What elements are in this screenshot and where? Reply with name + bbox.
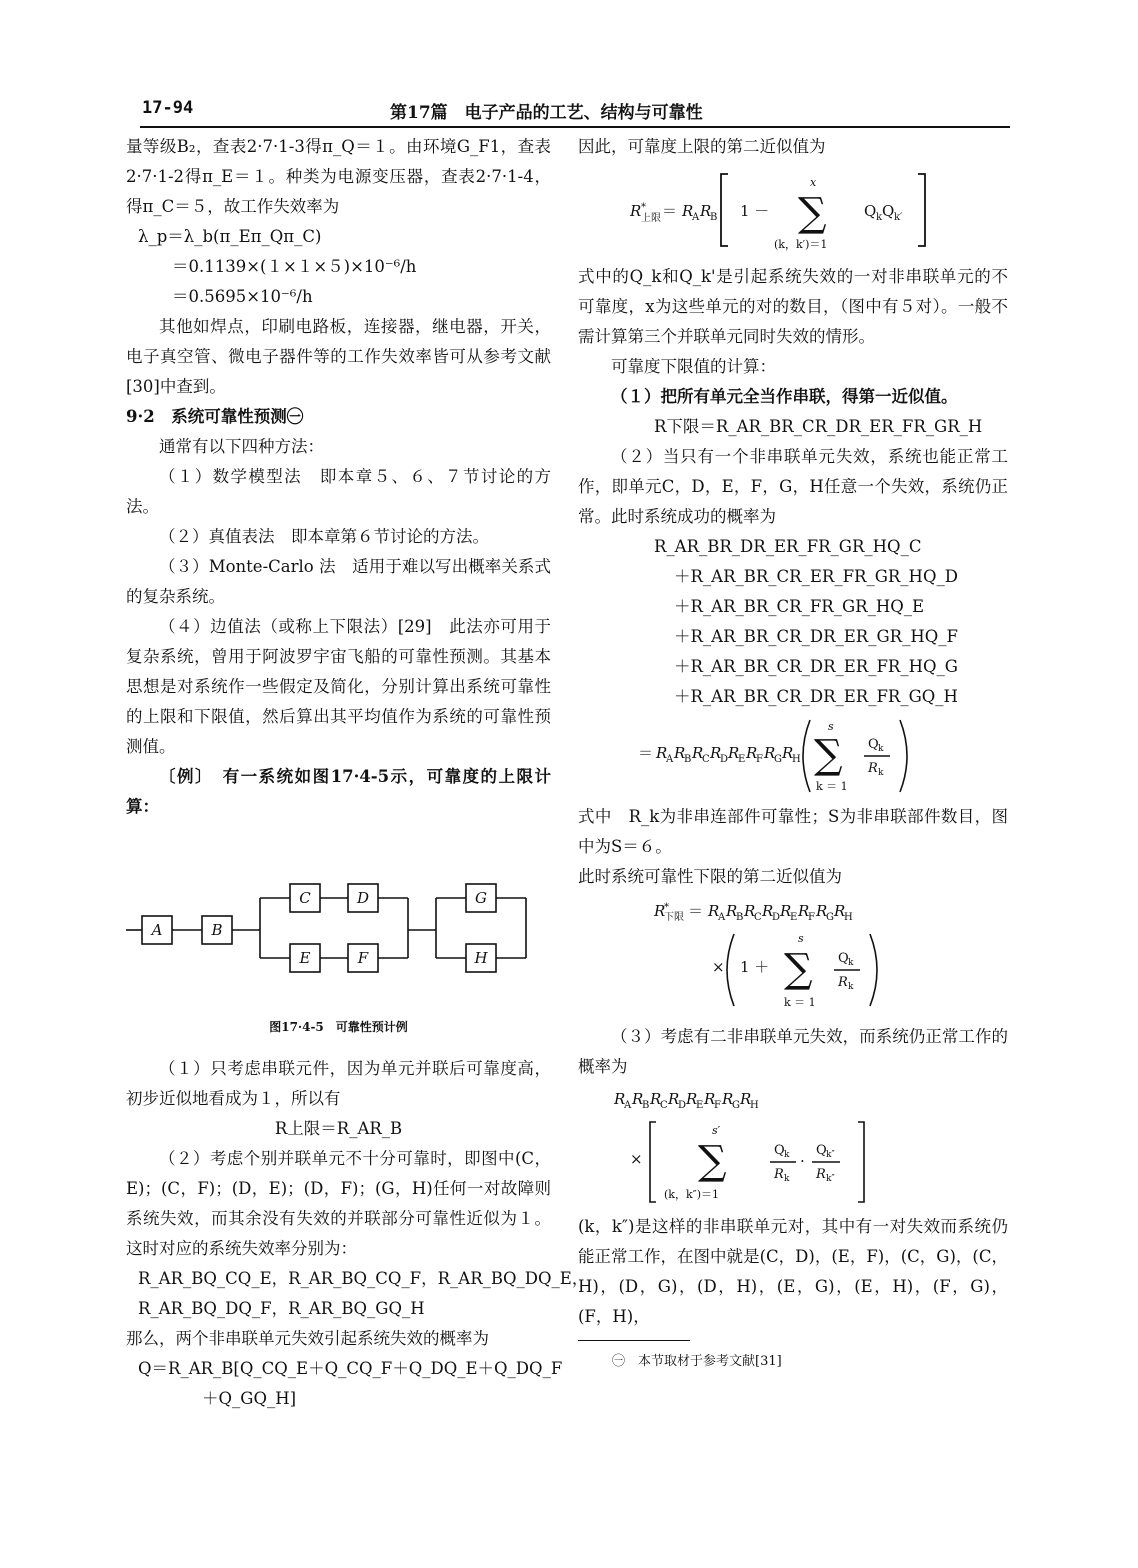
svg-text:k″: k″ xyxy=(826,1150,835,1160)
svg-text:s: s xyxy=(828,720,834,733)
svg-text:s: s xyxy=(798,932,804,945)
sum-line-6: ＋R_AR_BR_CR_DR_ER_FR_GQ_H xyxy=(674,687,958,706)
svg-text:Q: Q xyxy=(864,202,877,220)
sum-line-4: ＋R_AR_BR_CR_DR_ER_GR_HQ_F xyxy=(674,627,958,646)
block-a-label: A xyxy=(151,921,163,939)
svg-text:R: R xyxy=(700,202,712,220)
lower-limit-equation: R下限＝R_AR_BR_CR_DR_ER_FR_GR_H xyxy=(654,417,983,436)
step-1-text: （１）只考虑串联元件，因为单元并联后可靠度高，初步近似地看成为１，所以有 xyxy=(126,1059,551,1108)
two-failure-formula-svg xyxy=(578,1086,1008,1206)
svg-text:R: R xyxy=(668,1090,680,1108)
method-1: （１）数学模型法 即本章５、６、７节讨论的方法。 xyxy=(126,467,551,516)
svg-text:R: R xyxy=(630,202,642,220)
svg-text:A: A xyxy=(624,1100,632,1111)
lower-step-2: （２）当只有一个非串联单元失效，系统也能正常工作，即单元C，D，E，F，G，H任意一个失效，系统仍正常。此时系统成功的概率为 xyxy=(578,447,1008,526)
svg-text:k: k xyxy=(848,982,854,992)
rk-definition: 式中 R_k为非串连部件可靠性；S为非串联部件数目，图中为S＝６。 xyxy=(578,807,1008,856)
svg-text:R: R xyxy=(632,1090,644,1108)
svg-text:R: R xyxy=(774,1167,784,1182)
svg-text:k: k xyxy=(878,744,884,754)
lower-step-3: （３）考虑有二非串联单元失效，而系统仍正常工作的概率为 xyxy=(578,1027,1008,1076)
svg-text:k: k xyxy=(848,958,854,968)
method-3: （３）Monte-Carlo 法 适用于难以写出概率关系式的复杂系统。 xyxy=(126,557,551,606)
svg-text:×: × xyxy=(630,1150,643,1168)
paragraph-environment: 量等级B₂，查表2·7·1-3得π_Q＝１。由环境G_F1，查表2·7·1-2得π_E＝１。种类为电源变压器，查表2·7·1-4，得π_C＝５，故工作失效率为 xyxy=(126,137,551,216)
svg-text:C: C xyxy=(754,912,762,923)
block-d-label: D xyxy=(356,889,370,907)
svg-text:A: A xyxy=(692,212,700,223)
block-f-label: F xyxy=(357,949,369,967)
svg-text:R: R xyxy=(816,902,828,920)
svg-text:B: B xyxy=(710,212,718,223)
footnote-divider xyxy=(578,1340,690,1341)
equation-lambda-step1: ＝0.1139×(１×１×５)×10⁻⁶/h xyxy=(172,257,417,276)
step-3-text: 那么，两个非串联单元失效引起系统失效的概率为 xyxy=(126,1329,489,1348)
svg-text:Q: Q xyxy=(882,202,895,220)
svg-text:R: R xyxy=(728,744,740,762)
svg-text:k ＝ 1: k ＝ 1 xyxy=(784,996,816,1009)
paragraph-methods-intro: 通常有以下四种方法： xyxy=(159,437,324,456)
svg-text:·: · xyxy=(800,1152,805,1170)
block-e-label: E xyxy=(299,949,311,967)
method-2: （２）真值表法 即本章第６节讨论的方法。 xyxy=(159,527,489,546)
block-g-label: G xyxy=(475,889,487,907)
left-column xyxy=(126,132,589,1414)
svg-text:R: R xyxy=(746,744,758,762)
svg-text:R: R xyxy=(834,902,846,920)
svg-text:＝: ＝ xyxy=(638,744,654,762)
svg-text:*: * xyxy=(664,902,669,913)
svg-text:R: R xyxy=(780,902,792,920)
svg-text:k ＝ 1: k ＝ 1 xyxy=(816,780,848,793)
svg-text:E: E xyxy=(738,754,746,765)
svg-text:H: H xyxy=(792,754,801,765)
svg-text:Q: Q xyxy=(868,737,879,752)
svg-text:k: k xyxy=(784,1150,790,1160)
svg-text:Q: Q xyxy=(838,951,849,966)
sum-line-2: ＋R_AR_BR_CR_ER_FR_GR_HQ_D xyxy=(674,567,958,586)
upper-limit-intro: 因此，可靠度上限的第二近似值为 xyxy=(578,137,826,156)
svg-text:R: R xyxy=(838,975,848,990)
section-heading: 9·2 系统可靠性预测㊀ xyxy=(126,407,304,426)
svg-text:R: R xyxy=(682,202,694,220)
svg-text:E: E xyxy=(790,912,798,923)
svg-text:k: k xyxy=(784,1174,790,1184)
block-h-label: H xyxy=(474,949,488,967)
right-column xyxy=(578,132,1008,1390)
svg-text:＝: ＝ xyxy=(662,202,678,220)
svg-text:A: A xyxy=(718,912,726,923)
svg-text:R: R xyxy=(654,902,666,920)
svg-text:R: R xyxy=(692,744,704,762)
svg-text:上限: 上限 xyxy=(641,213,661,224)
paragraph-other-components: 其他如焊点，印刷电路板，连接器，继电器，开关，电子真空管、微电子器件等的工作失效率皆可从参考文献[30]中查到。 xyxy=(126,317,551,396)
svg-text:G: G xyxy=(774,754,782,765)
svg-text:R: R xyxy=(674,744,686,762)
svg-text:1 －: 1 － xyxy=(740,202,770,220)
sum-line-3: ＋R_AR_BR_CR_FR_GR_HQ_E xyxy=(674,597,925,616)
method-4: （４）边值法（或称上下限法）[29] 此法亦可用于复杂系统，曾用于阿波罗宇宙飞船的可靠性预测。其基本思想是对系统作一些假定及简化，分别计算出系统可靠性的上限和下限值，然后算出其平均值作为系统的可靠性预测值。 xyxy=(126,617,551,756)
svg-text:R: R xyxy=(744,902,756,920)
pair-explanation: (k，k″)是这样的非串联单元对，其中有一对失效而系统仍能正常工作，在图中就是(C，D)，(E，F)，(C，G)，(C，H)，(D，G)，(D，H)，(E，G)，(E，H)，(F，G)，(F，H)， xyxy=(578,1217,1008,1326)
svg-text:R: R xyxy=(816,1167,826,1182)
svg-text:D: D xyxy=(772,912,781,923)
svg-text:R: R xyxy=(868,761,878,776)
svg-text:s′: s′ xyxy=(712,1124,721,1137)
sum-line-1: R_AR_BR_DR_ER_FR_GR_HQ_C xyxy=(654,537,922,556)
svg-text:G: G xyxy=(732,1100,740,1111)
page-number: 17-94 xyxy=(142,98,194,118)
svg-text:(k，k′)＝1: (k，k′)＝1 xyxy=(774,238,828,251)
svg-text:R: R xyxy=(710,744,722,762)
lower-second-formula-svg xyxy=(578,896,1008,1016)
footnote: ㊀ 本节取材于参考文献[31] xyxy=(612,1354,782,1369)
svg-text:R: R xyxy=(782,744,794,762)
diagram-svg xyxy=(126,846,551,996)
svg-text:R: R xyxy=(762,902,774,920)
lower-second-approx: 此时系统可靠性下限的第二近似值为 xyxy=(578,867,842,886)
equation-lambda: λ_p＝λ_b(π_Eπ_Qπ_C) xyxy=(138,227,322,246)
chapter-title: 第17篇 电子产品的工艺、结构与可靠性 xyxy=(390,103,703,123)
lower-step-1: （１）把所有单元全当作串联，得第一近似值。 xyxy=(611,387,958,406)
svg-text:∑: ∑ xyxy=(698,1138,727,1184)
svg-text:R: R xyxy=(650,1090,662,1108)
svg-text:A: A xyxy=(666,754,674,765)
svg-text:R: R xyxy=(764,744,776,762)
svg-text:Q: Q xyxy=(816,1143,827,1158)
svg-text:D: D xyxy=(720,754,729,765)
q-equation-1: Q＝R_AR_B[Q_CQ_E＋Q_CQ_F＋Q_DQ_E＋Q_DQ_F xyxy=(138,1359,563,1378)
figure-caption: 图17·4-5 可靠性预计例 xyxy=(269,1020,408,1034)
svg-text:k: k xyxy=(876,212,883,223)
svg-text:R: R xyxy=(656,744,668,762)
svg-text:B: B xyxy=(684,754,692,765)
two-failure-formula xyxy=(578,1086,1008,1206)
step-1-equation: R上限＝R_AR_B xyxy=(274,1119,403,1138)
svg-text:B: B xyxy=(736,912,744,923)
svg-text:R: R xyxy=(708,902,720,920)
svg-text:R: R xyxy=(740,1090,752,1108)
svg-text:Q: Q xyxy=(774,1143,785,1158)
svg-text:∑: ∑ xyxy=(798,190,827,236)
svg-text:∑: ∑ xyxy=(814,732,843,778)
block-b-label: B xyxy=(211,921,223,939)
svg-text:H: H xyxy=(844,912,853,923)
svg-text:∑: ∑ xyxy=(784,946,813,992)
equation-lambda-step2: ＝0.5695×10⁻⁶/h xyxy=(172,287,313,306)
svg-text:R: R xyxy=(686,1090,698,1108)
step-2-equation-2: R_AR_BQ_DQ_F，R_AR_BQ_GQ_H xyxy=(138,1299,425,1318)
lower-limit-heading: 可靠度下限值的计算： xyxy=(611,357,776,376)
svg-text:1 ＋: 1 ＋ xyxy=(740,958,770,976)
svg-text:F: F xyxy=(808,912,815,923)
svg-text:x: x xyxy=(810,176,817,189)
sum-total-formula xyxy=(578,716,1008,796)
svg-text:R: R xyxy=(798,902,810,920)
svg-text:D: D xyxy=(678,1100,687,1111)
svg-text:*: * xyxy=(641,202,646,213)
sum-total-formula-svg xyxy=(578,716,1008,796)
page-header xyxy=(140,96,1010,128)
upper-limit-formula-svg xyxy=(578,166,1008,256)
svg-text:G: G xyxy=(826,912,834,923)
svg-text:H: H xyxy=(750,1100,759,1111)
svg-text:R: R xyxy=(704,1090,716,1108)
svg-text:R: R xyxy=(726,902,738,920)
upper-limit-explanation: 式中的Q_k和Q_k'是引起系统失效的一对非串联单元的不可靠度，x为这些单元的对的数目，（图中有５对）。一般不需计算第三个并联单元同时失效的情形。 xyxy=(578,267,1008,346)
svg-text:＝: ＝ xyxy=(688,902,704,920)
svg-text:(k，k″)＝1: (k，k″)＝1 xyxy=(664,1188,720,1201)
svg-text:下限: 下限 xyxy=(664,912,684,923)
svg-text:B: B xyxy=(642,1100,650,1111)
block-c-label: C xyxy=(299,889,311,907)
svg-text:R: R xyxy=(614,1090,626,1108)
svg-text:k″: k″ xyxy=(826,1174,835,1184)
svg-text:C: C xyxy=(660,1100,668,1111)
svg-text:R: R xyxy=(722,1090,734,1108)
step-2-equation-1: R_AR_BQ_CQ_E，R_AR_BQ_CQ_F，R_AR_BQ_DQ_E， xyxy=(138,1269,589,1288)
svg-text:×: × xyxy=(712,958,725,976)
example-intro: 〔例〕 有一系统如图17·4-5示，可靠度的上限计算： xyxy=(126,767,551,816)
svg-text:k′: k′ xyxy=(894,212,903,223)
step-2-text: （２）考虑个别并联单元不十分可靠时，即图中(C，E)；(C，F)；(D，E)；(D，F)；(G，H)任何一对故障则系统失效，而其余没有失效的并联部分可靠性近似为１。这时对应的系统失效率分别为： xyxy=(126,1149,551,1258)
svg-text:F: F xyxy=(714,1100,721,1111)
svg-text:F: F xyxy=(756,754,763,765)
reliability-block-diagram xyxy=(126,846,551,1006)
sum-line-5: ＋R_AR_BR_CR_DR_ER_FR_HQ_G xyxy=(674,657,958,676)
svg-text:k: k xyxy=(878,768,884,778)
lower-second-formula xyxy=(578,896,1008,1016)
q-equation-2: ＋Q_GQ_H] xyxy=(202,1389,297,1408)
svg-text:C: C xyxy=(702,754,710,765)
svg-text:E: E xyxy=(696,1100,704,1111)
upper-limit-formula xyxy=(578,166,1008,256)
